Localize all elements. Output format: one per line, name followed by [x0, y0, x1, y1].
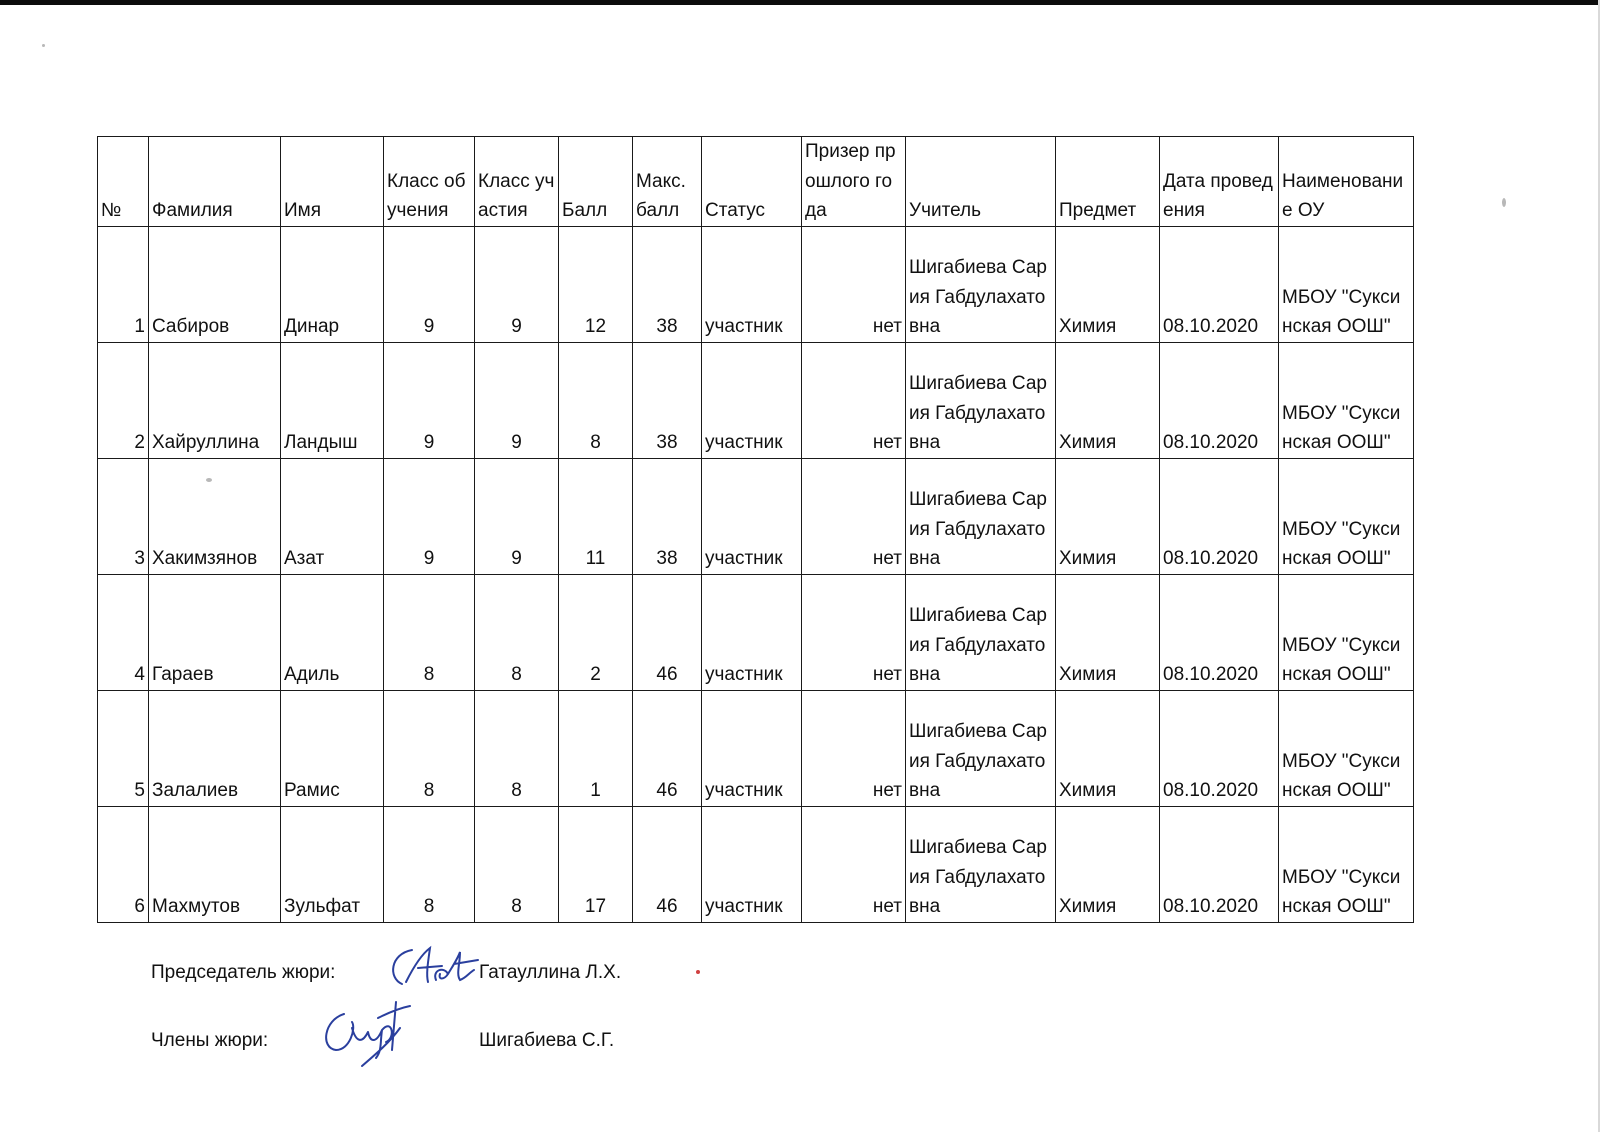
- school-name-cell: МБОУ "Суксинская ООШ": [1279, 226, 1414, 342]
- surname-cell: Хайруллина: [149, 342, 281, 458]
- status-cell: участник: [702, 458, 802, 574]
- first-name-cell: Азат: [281, 458, 384, 574]
- table-row: [98, 458, 1414, 574]
- participation-class-cell: 8: [475, 574, 559, 690]
- signature-chair-icon: [384, 944, 480, 994]
- table-row: [98, 690, 1414, 806]
- score-cell: 1: [559, 690, 633, 806]
- school-name-cell: МБОУ "Суксинская ООШ": [1279, 342, 1414, 458]
- table-row: [98, 574, 1414, 690]
- scan-speck: [42, 44, 45, 47]
- jury-members-name: Шигабиева С.Г.: [479, 1030, 615, 1051]
- surname-cell: Хакимзянов: [149, 458, 281, 574]
- column-header: Балл: [559, 137, 633, 227]
- school-name-cell: МБОУ "Суксинская ООШ": [1279, 458, 1414, 574]
- max-score-cell: 46: [633, 806, 702, 922]
- max-score-cell: 38: [633, 226, 702, 342]
- study-class-cell: 9: [384, 226, 475, 342]
- max-score-cell: 46: [633, 574, 702, 690]
- row-number-cell: 3: [98, 458, 149, 574]
- column-header: Дата проведения: [1160, 137, 1279, 227]
- date-cell: 08.10.2020: [1160, 574, 1279, 690]
- column-header: №: [98, 137, 149, 227]
- row-number-cell: 2: [98, 342, 149, 458]
- row-number-cell: 6: [98, 806, 149, 922]
- column-header: Класс участия: [475, 137, 559, 227]
- scan-speck: [1502, 198, 1506, 207]
- row-number-cell: 1: [98, 226, 149, 342]
- max-score-cell: 38: [633, 342, 702, 458]
- column-header: Предмет: [1056, 137, 1160, 227]
- column-header: Класс обучения: [384, 137, 475, 227]
- column-header: Фамилия: [149, 137, 281, 227]
- study-class-cell: 9: [384, 458, 475, 574]
- first-name-cell: Ландыш: [281, 342, 384, 458]
- date-cell: 08.10.2020: [1160, 458, 1279, 574]
- last-year-winner-cell: нет: [802, 226, 906, 342]
- surname-cell: Сабиров: [149, 226, 281, 342]
- last-year-winner-cell: нет: [802, 342, 906, 458]
- teacher-cell: Шигабиева Сария Габдулахатовна: [906, 458, 1056, 574]
- column-header: Наименование ОУ: [1279, 137, 1414, 227]
- date-cell: 08.10.2020: [1160, 226, 1279, 342]
- jury-members-label: Члены жюри:: [151, 1030, 269, 1051]
- column-header: Имя: [281, 137, 384, 227]
- first-name-cell: Динар: [281, 226, 384, 342]
- participation-class-cell: 8: [475, 806, 559, 922]
- score-cell: 11: [559, 458, 633, 574]
- last-year-winner-cell: нет: [802, 806, 906, 922]
- header-row: [98, 137, 1414, 227]
- first-name-cell: Рамис: [281, 690, 384, 806]
- scan-edge-top: [0, 0, 1600, 5]
- school-name-cell: МБОУ "Суксинская ООШ": [1279, 574, 1414, 690]
- column-header: Учитель: [906, 137, 1056, 227]
- subject-cell: Химия: [1056, 226, 1160, 342]
- participation-class-cell: 9: [475, 342, 559, 458]
- subject-cell: Химия: [1056, 690, 1160, 806]
- study-class-cell: 8: [384, 574, 475, 690]
- results-table: [97, 136, 1414, 923]
- subject-cell: Химия: [1056, 342, 1160, 458]
- column-header: Статус: [702, 137, 802, 227]
- subject-cell: Химия: [1056, 806, 1160, 922]
- study-class-cell: 8: [384, 806, 475, 922]
- status-cell: участник: [702, 690, 802, 806]
- status-cell: участник: [702, 806, 802, 922]
- first-name-cell: Зульфат: [281, 806, 384, 922]
- score-cell: 2: [559, 574, 633, 690]
- participation-class-cell: 9: [475, 226, 559, 342]
- subject-cell: Химия: [1056, 458, 1160, 574]
- teacher-cell: Шигабиева Сария Габдулахатовна: [906, 806, 1056, 922]
- table-header: [98, 137, 1414, 227]
- column-header: Макс. балл: [633, 137, 702, 227]
- score-cell: 12: [559, 226, 633, 342]
- subject-cell: Химия: [1056, 574, 1160, 690]
- jury-chair-name: Гатауллина Л.Х.: [479, 962, 622, 983]
- status-cell: участник: [702, 574, 802, 690]
- max-score-cell: 38: [633, 458, 702, 574]
- school-name-cell: МБОУ "Суксинская ООШ": [1279, 806, 1414, 922]
- teacher-cell: Шигабиева Сария Габдулахатовна: [906, 342, 1056, 458]
- table-row: [98, 806, 1414, 922]
- last-year-winner-cell: нет: [802, 458, 906, 574]
- surname-cell: Махмутов: [149, 806, 281, 922]
- date-cell: 08.10.2020: [1160, 690, 1279, 806]
- signature-member-icon: [316, 998, 416, 1068]
- status-cell: участник: [702, 226, 802, 342]
- row-number-cell: 4: [98, 574, 149, 690]
- column-header: Призер прошлого года: [802, 137, 906, 227]
- last-year-winner-cell: нет: [802, 690, 906, 806]
- table-body: [98, 226, 1414, 922]
- participation-class-cell: 9: [475, 458, 559, 574]
- surname-cell: Залалиев: [149, 690, 281, 806]
- last-year-winner-cell: нет: [802, 574, 906, 690]
- first-name-cell: Адиль: [281, 574, 384, 690]
- study-class-cell: 8: [384, 690, 475, 806]
- teacher-cell: Шигабиева Сария Габдулахатовна: [906, 574, 1056, 690]
- jury-chair-label: Председатель жюри:: [151, 962, 336, 983]
- score-cell: 17: [559, 806, 633, 922]
- score-cell: 8: [559, 342, 633, 458]
- table-row: [98, 226, 1414, 342]
- scan-speck: [696, 970, 700, 974]
- row-number-cell: 5: [98, 690, 149, 806]
- school-name-cell: МБОУ "Суксинская ООШ": [1279, 690, 1414, 806]
- teacher-cell: Шигабиева Сария Габдулахатовна: [906, 690, 1056, 806]
- date-cell: 08.10.2020: [1160, 806, 1279, 922]
- surname-cell: Гараев: [149, 574, 281, 690]
- status-cell: участник: [702, 342, 802, 458]
- date-cell: 08.10.2020: [1160, 342, 1279, 458]
- study-class-cell: 9: [384, 342, 475, 458]
- max-score-cell: 46: [633, 690, 702, 806]
- table-row: [98, 342, 1414, 458]
- participation-class-cell: 8: [475, 690, 559, 806]
- teacher-cell: Шигабиева Сария Габдулахатовна: [906, 226, 1056, 342]
